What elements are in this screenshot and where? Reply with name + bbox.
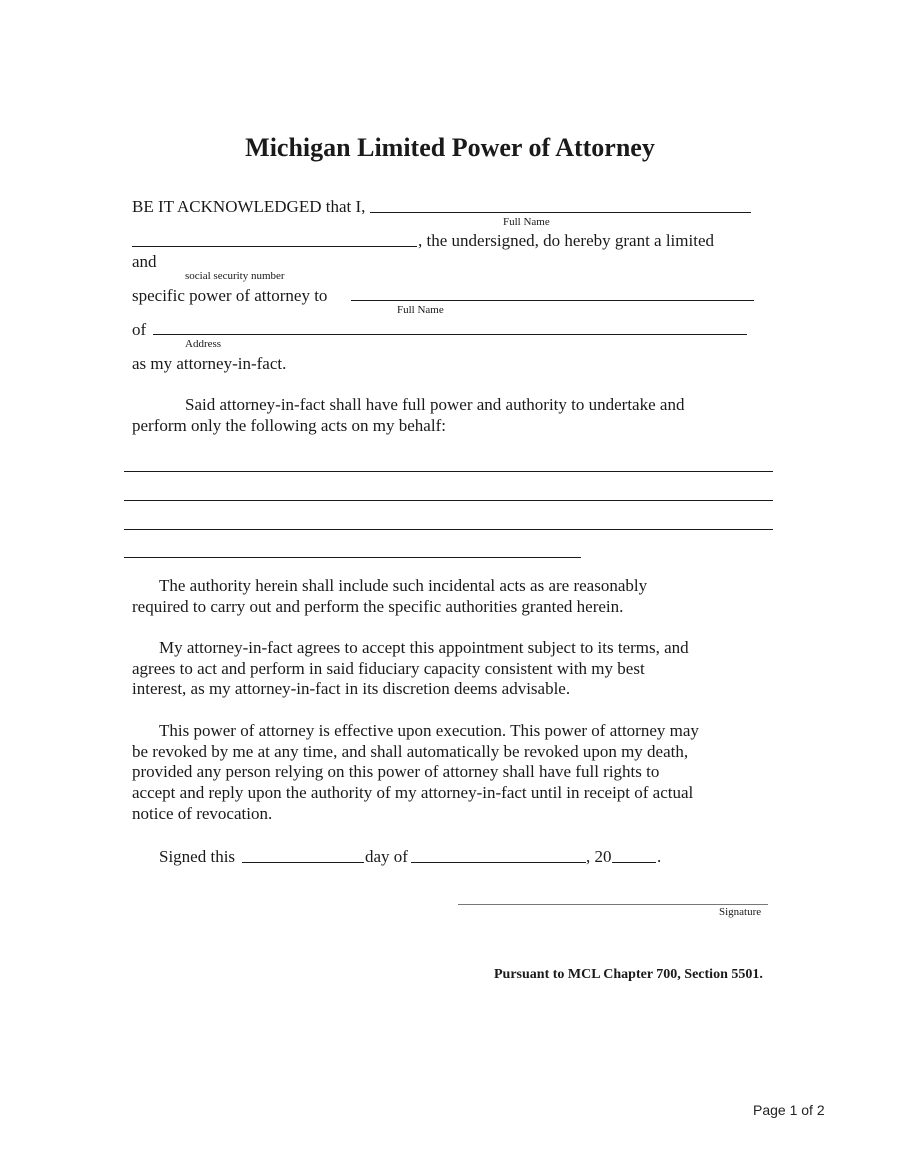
period-text: . (657, 847, 662, 866)
acts-line[interactable] (124, 500, 773, 501)
page-number: Page 1 of 2 (753, 1102, 825, 1118)
effective-line: accept and reply upon the authority of my attorney-in-fact until in receipt of actual (132, 783, 694, 803)
effective-line: be revoked by me at any time, and shall automatically be revoked upon my death, (132, 741, 689, 761)
day-of-text: day of (365, 847, 408, 866)
grant-text: , the undersigned, do hereby grant a limited (418, 231, 714, 250)
address-field[interactable] (153, 334, 747, 335)
acknowledged-text: BE IT ACKNOWLEDGED that I, (132, 197, 366, 216)
ssn-field[interactable] (132, 246, 417, 247)
attorney-in-fact-text: as my attorney-in-fact. (132, 354, 287, 373)
pursuant-note: Pursuant to MCL Chapter 700, Section 5501. (494, 967, 763, 982)
authority-line: The authority herein shall include such incidental acts as are reasonably (159, 576, 648, 595)
effective-line: provided any person relying on this power of attorney shall have full rights to (132, 762, 660, 782)
effective-paragraph (132, 721, 772, 825)
address-label: Address (185, 338, 222, 350)
acts-line[interactable] (124, 529, 773, 530)
said-line: perform only the following acts on my behalf: (132, 415, 446, 435)
acts-line[interactable] (124, 471, 773, 472)
and-text: and (132, 252, 157, 271)
agrees-line: interest, as my attorney-in-fact in its discretion deems advisable. (132, 679, 571, 699)
comma-20-text: , 20 (586, 847, 612, 866)
full-name-field[interactable] (370, 212, 751, 213)
agrees-paragraph (132, 638, 772, 700)
document-title: Michigan Limited Power of Attorney (245, 133, 655, 162)
of-text: of (132, 320, 147, 339)
agent-full-name-label: Full Name (397, 304, 444, 316)
agrees-line: agrees to act and perform in said fiduciary capacity consistent with my best (132, 658, 645, 678)
year-field[interactable] (612, 862, 656, 863)
signature-field[interactable] (458, 904, 768, 905)
ssn-label: social security number (185, 270, 285, 282)
effective-line: This power of attorney is effective upon execution. This power of attorney may (159, 721, 699, 740)
agrees-line: My attorney-in-fact agrees to accept this appointment subject to its terms, and (159, 638, 689, 657)
signed-this-text: Signed this (159, 847, 236, 866)
full-name-label: Full Name (503, 216, 550, 228)
agent-full-name-field[interactable] (351, 300, 754, 301)
authority-line: required to carry out and perform the specific authorities granted herein. (132, 596, 624, 616)
month-field[interactable] (411, 862, 586, 863)
day-field[interactable] (242, 862, 364, 863)
said-paragraph (132, 395, 772, 436)
effective-line: notice of revocation. (132, 803, 273, 823)
authority-paragraph (132, 576, 772, 617)
said-line: Said attorney-in-fact shall have full power and authority to undertake and (185, 395, 685, 414)
acts-line[interactable] (124, 557, 581, 558)
signature-label: Signature (719, 906, 762, 918)
specific-power-text: specific power of attorney to (132, 286, 328, 305)
